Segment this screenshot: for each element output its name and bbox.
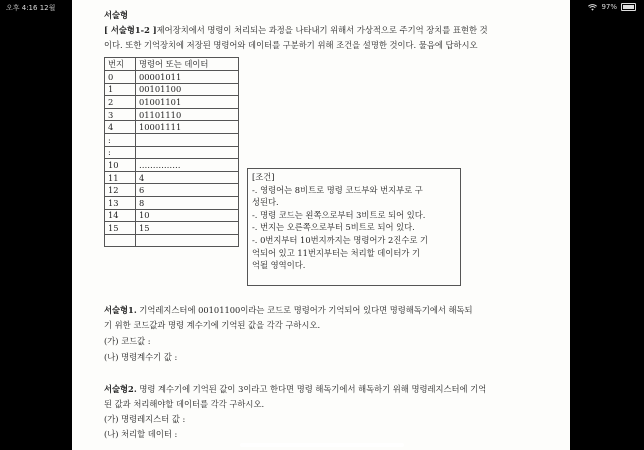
content-cell: 8 <box>136 196 239 209</box>
address-cell: 2 <box>105 96 136 109</box>
condition-line: 억될 영역이다. <box>252 260 306 271</box>
table-row <box>105 209 239 222</box>
table-row <box>105 222 239 235</box>
content-cell: 6 <box>136 184 239 197</box>
table-row <box>105 71 239 84</box>
content-cell <box>136 146 239 159</box>
address-cell: 11 <box>105 171 136 184</box>
table-row <box>105 133 239 146</box>
content-cell: 01001101 <box>136 96 239 109</box>
q2-answer-b: (나) 처리할 데이터 : <box>104 429 178 439</box>
table-row <box>105 108 239 121</box>
home-indicator[interactable] <box>240 443 404 447</box>
address-cell: : <box>105 133 136 146</box>
q1-label: 서술형1. <box>104 305 137 315</box>
content-cell: 01101110 <box>136 108 239 121</box>
header-address: 번지 <box>105 58 136 71</box>
battery-level <box>623 5 634 9</box>
q2-text: 명령 계수기에 기억된 값이 3이라고 한다면 명령 해독기에서 해독하기 위해 명령레지스터에 기억 <box>136 384 487 394</box>
content-cell: 10 <box>136 209 239 222</box>
q1-answer-a: (가) 코드값 : <box>104 336 151 346</box>
table-row <box>105 96 239 109</box>
address-cell: 10 <box>105 159 136 172</box>
condition-line: 성된다. <box>252 197 279 208</box>
table-row <box>105 121 239 134</box>
question-header-line2: 이다. 또한 기억장치에 저장된 명령어와 데이터를 구분하기 위해 조건을 설명한 것이다. 물음에 답하시오 <box>104 40 478 50</box>
content-cell: …………… <box>136 159 239 172</box>
question-header-label: [ 서술형1-2 ] <box>104 25 157 35</box>
q2-label: 서술형2. <box>104 384 137 394</box>
q1-line2: 기 위한 코드값과 명령 계수기에 기억된 값을 각각 구하시오. <box>104 320 321 330</box>
address-cell: 3 <box>105 108 136 121</box>
address-cell: 4 <box>105 121 136 134</box>
wifi-icon <box>588 4 597 11</box>
q1-line1 <box>104 305 473 316</box>
table-header-row <box>105 58 239 71</box>
table-row <box>105 234 239 247</box>
condition-line: -. 명령 코드는 왼쪽으로부터 3비트로 되어 있다. <box>252 209 426 220</box>
status-right <box>588 3 636 11</box>
battery-percent: 97% <box>601 3 617 11</box>
content-cell <box>136 133 239 146</box>
address-cell: 0 <box>105 71 136 84</box>
content-cell: 00101100 <box>136 83 239 96</box>
address-cell: 14 <box>105 209 136 222</box>
table-row <box>105 83 239 96</box>
condition-line: 억되어 있고 11번지부터는 처리할 데이터가 기 <box>252 247 421 258</box>
header-content: 명령어 또는 데이터 <box>136 58 239 71</box>
table-row <box>105 159 239 172</box>
address-cell: : <box>105 146 136 159</box>
q1-text: 기억레지스터에 00101100이라는 코드로 명령어가 기억되어 있다면 명령해독기에서 해독되 <box>136 305 473 315</box>
content-cell: 00001011 <box>136 71 239 84</box>
table-row <box>105 146 239 159</box>
table-row <box>105 196 239 209</box>
address-cell: 12 <box>105 184 136 197</box>
question-header-line1 <box>104 25 488 36</box>
condition-line: -. 영령어는 8비트로 명령 코드부와 번지부로 구 <box>252 184 423 195</box>
conditions-title: [조건] <box>252 172 275 182</box>
q2-line1 <box>104 384 486 395</box>
battery-icon <box>621 3 636 11</box>
q2-line2: 된 값과 처리해야할 데이터를 각각 구하시오. <box>104 399 265 409</box>
content-cell: 10001111 <box>136 121 239 134</box>
content-cell <box>136 234 239 247</box>
content-cell: 15 <box>136 222 239 235</box>
address-cell: 13 <box>105 196 136 209</box>
condition-line: -. 번지는 오른쪽으로부터 5비트로 되어 있다. <box>252 222 415 233</box>
section-title: 서술형 <box>104 10 129 20</box>
q2-answer-a: (가) 명령레지스터 값 : <box>104 414 186 424</box>
content-cell: 4 <box>136 171 239 184</box>
status-time: 오후 4:16 12월 <box>6 4 56 12</box>
q1-answer-b: (나) 명령계수기 값 : <box>104 352 178 362</box>
condition-line: -. 0번지부터 10번지까지는 명령어가 2진수로 기 <box>252 234 428 245</box>
table-row <box>105 184 239 197</box>
question-header-text: 제어장치에서 명령이 처리되는 과정을 나타내기 위해서 가상적으로 주기억 장치를 표현한 것 <box>156 25 488 35</box>
table-row <box>105 171 239 184</box>
address-cell <box>105 234 136 247</box>
conditions-box <box>247 168 461 286</box>
address-cell: 15 <box>105 222 136 235</box>
memory-table <box>104 57 239 247</box>
address-cell: 1 <box>105 83 136 96</box>
